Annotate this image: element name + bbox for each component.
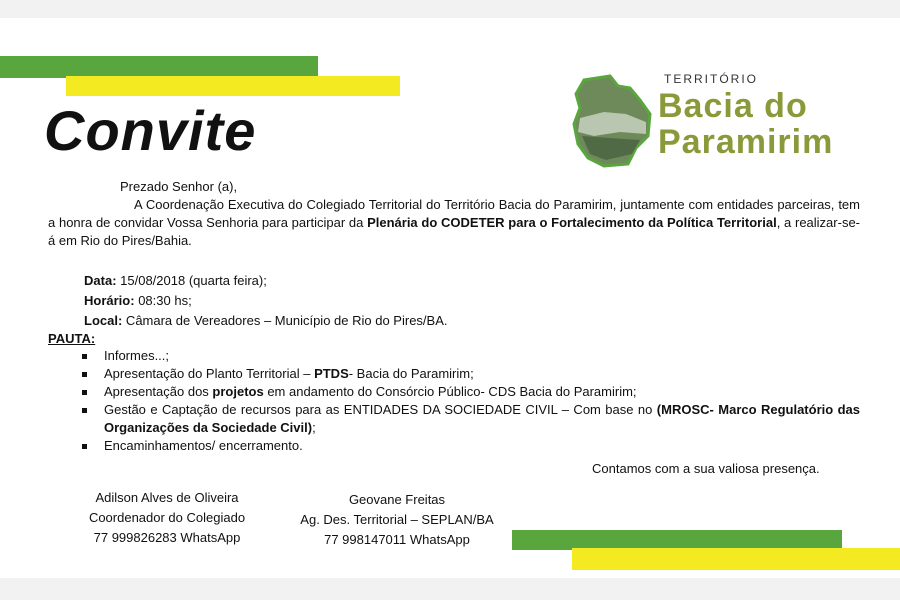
pauta-item: Apresentação dos projetos em andamento do Consórcio Público- CDS Bacia do Paramirim; xyxy=(74,383,860,401)
signature-name: Adilson Alves de Oliveira xyxy=(95,490,239,505)
signature-phone: 77 998147011 WhatsApp xyxy=(324,532,470,547)
bullet-icon xyxy=(82,390,87,395)
signature-name: Geovane Freitas xyxy=(348,492,446,507)
logo-superscript: TERRITÓRIO xyxy=(664,72,758,86)
pauta-item: Gestão e Captação de recursos para as ENTIDADES DA SOCIEDADE CIVIL – Com base no (MROSC- Marco Regulatório das Organizações da Sociedade Civil); xyxy=(74,401,860,437)
pauta-item: Apresentação do Planto Territorial – PTDS- Bacia do Paramirim; xyxy=(74,365,860,383)
time-label: Horário xyxy=(84,293,131,308)
green-band-bottom xyxy=(512,530,842,550)
date-label: Data xyxy=(84,273,113,288)
territory-map-icon xyxy=(570,74,654,168)
place-value: Câmara de Vereadores – Município de Rio do Pires/BA. xyxy=(122,313,448,328)
closing-line: Contamos com a sua valiosa presença. xyxy=(592,461,820,476)
bullet-icon xyxy=(82,408,87,413)
place-line: Local: Câmara de Vereadores – Município de Rio do Pires/BA. xyxy=(84,313,448,328)
pauta-list xyxy=(74,347,860,455)
signature-agent xyxy=(272,490,522,550)
signature-phone: 77 999826283 WhatsApp xyxy=(93,530,241,545)
bullet-icon xyxy=(82,372,87,377)
date-value: 15/08/2018 (quarta feira); xyxy=(116,273,267,288)
date-line: Data: 15/08/2018 (quarta feira); xyxy=(84,273,267,288)
bullet-icon xyxy=(82,354,87,359)
bullet-icon xyxy=(82,444,87,449)
pauta-item: Informes...; xyxy=(74,347,860,365)
invitation-paragraph xyxy=(48,196,860,250)
logo-name xyxy=(658,88,833,160)
pauta-label: PAUTA: xyxy=(48,331,96,346)
paragraph-part1: A Coordenação Executiva do Colegiado Territorial do Território Bacia do Paramirim, juntamente com entidades parceiras, tem a honra de convidar Vossa Senhoria para participar da xyxy=(48,197,860,230)
place-label: Local xyxy=(84,313,118,328)
greeting: Prezado Senhor (a), xyxy=(120,179,238,194)
time-value: 08:30 hs; xyxy=(134,293,192,308)
logo-name-line2: Paramirim xyxy=(658,123,834,161)
signature-role: Ag. Des. Territorial – SEPLAN/BA xyxy=(300,512,494,527)
invitation-card xyxy=(0,18,900,578)
signature-coordinator xyxy=(72,488,262,548)
paragraph-event-name: Plenária do CODETER para o Fortalecimento da Política Territorial xyxy=(367,215,777,230)
yellow-band-top xyxy=(66,76,400,96)
signature-role: Coordenador do Colegiado xyxy=(88,510,246,525)
page-title: Convite xyxy=(44,99,257,162)
green-band-top xyxy=(0,56,318,78)
time-line: Horário: 08:30 hs; xyxy=(84,293,192,308)
event-details xyxy=(84,272,447,332)
territorio-logo xyxy=(566,70,866,170)
logo-name-line1: Bacia do xyxy=(658,87,808,125)
yellow-band-bottom xyxy=(572,548,900,570)
paragraph-part2: , a realizar-se-á em Rio do Pires/Bahia. xyxy=(48,215,861,248)
pauta-item: Encaminhamentos/ encerramento. xyxy=(74,437,860,455)
